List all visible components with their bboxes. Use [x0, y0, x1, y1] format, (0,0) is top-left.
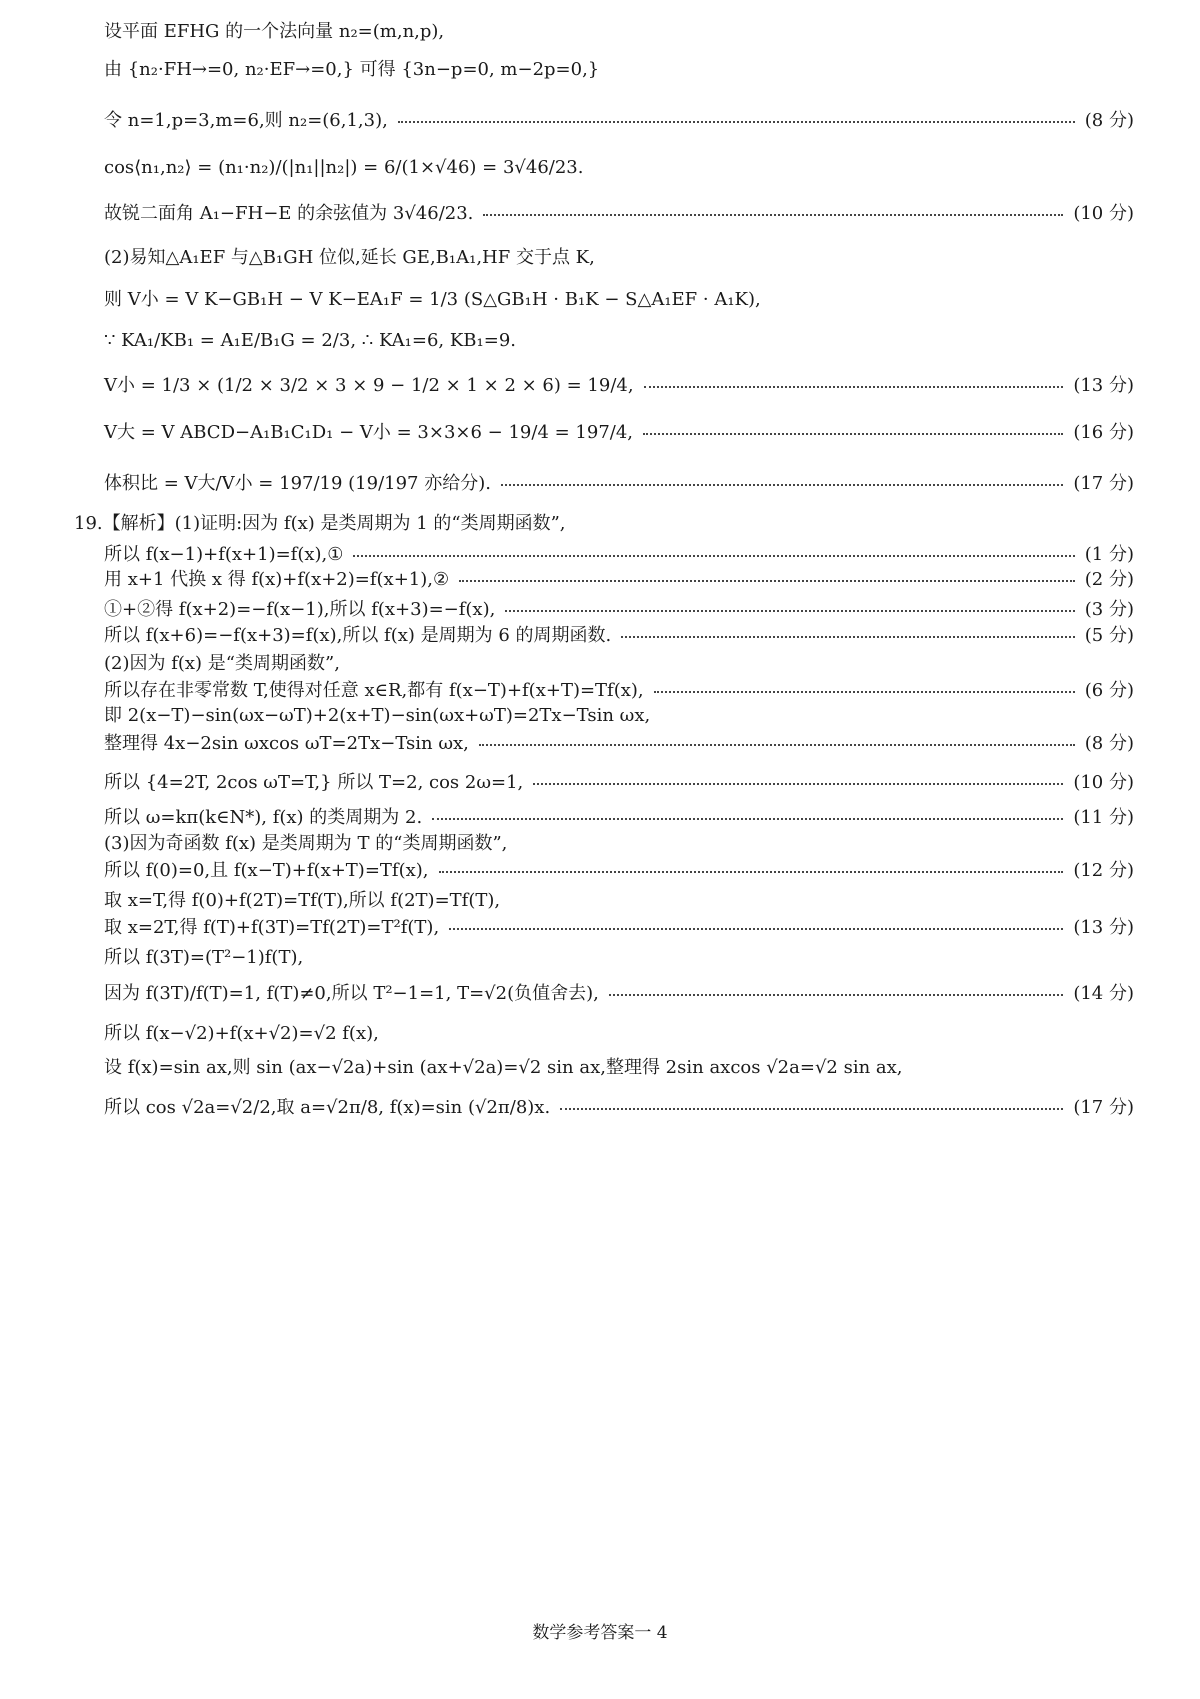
leader-dots: [483, 214, 1063, 216]
answer-line: [0, 940, 1200, 976]
score-mark: (8 分): [1084, 110, 1134, 131]
line-text: 所以 cos √2a=√2/2,取 a=√2π/8, f(x)=sin (√2π/8)x.: [104, 1097, 551, 1118]
line-text: 体积比 = V大/V小 = 197/19 (19/197 亦给分).: [104, 473, 491, 494]
leader-dots: [643, 433, 1063, 435]
line-text: 所以 ω=kπ(k∈N*), f(x) 的类周期为 2.: [104, 807, 423, 828]
leader-dots: [479, 744, 1075, 746]
score-mark: (10 分): [1073, 772, 1134, 793]
score-mark: (13 分): [1073, 375, 1134, 396]
leader-dots: [432, 818, 1063, 820]
leader-dots: [621, 636, 1075, 638]
line-text: 因为 f(3T)/f(T)=1, f(T)≠0,所以 T²−1=1, T=√2(负值舍去),: [104, 983, 599, 1004]
line-text: 设 f(x)=sin ax,则 sin (ax−√2a)+sin (ax+√2a)=√2 sin ax,整理得 2sin axcos √2a=√2 sin ax,: [104, 1057, 903, 1078]
answer-line: [0, 1016, 1200, 1052]
answer-line: [0, 14, 1200, 50]
page-footer: 数学参考答案一 4: [532, 1623, 668, 1643]
leader-dots: [398, 121, 1075, 123]
answer-line: [0, 282, 1200, 318]
line-text: 取 x=T,得 f(0)+f(2T)=Tf(T),所以 f(2T)=Tf(T),: [104, 890, 501, 911]
leader-dots: [439, 871, 1063, 873]
score-mark: (16 分): [1073, 422, 1134, 443]
score-mark: (17 分): [1073, 1097, 1134, 1118]
line-text: 所以 f(3T)=(T²−1)f(T),: [104, 947, 304, 968]
score-mark: (1 分): [1084, 544, 1134, 565]
score-mark: (17 分): [1073, 473, 1134, 494]
answer-line: [0, 726, 1200, 762]
line-text: (3)因为奇函数 f(x) 是类周期为 T 的“类周期函数”,: [104, 833, 508, 854]
leader-dots: [449, 928, 1063, 930]
line-text: 故锐二面角 A₁−FH−E 的余弦值为 3√46/23.: [104, 203, 474, 224]
line-text: (2)因为 f(x) 是“类周期函数”,: [104, 653, 340, 674]
score-mark: (2 分): [1084, 569, 1134, 590]
leader-dots: [644, 386, 1063, 388]
line-text: 令 n=1,p=3,m=6,则 n₂=(6,1,3),: [104, 110, 388, 131]
line-text: ∵ KA₁/KB₁ = A₁E/B₁G = 2/3, ∴ KA₁=6, KB₁=9.: [104, 330, 516, 351]
line-text: 所以存在非零常数 T,使得对任意 x∈R,都有 f(x−T)+f(x+T)=Tf(x),: [104, 680, 644, 701]
score-mark: (11 分): [1073, 807, 1134, 828]
line-text: 取 x=2T,得 f(T)+f(3T)=Tf(2T)=T²f(T),: [104, 917, 440, 938]
leader-dots: [505, 610, 1075, 612]
answer-line: [0, 368, 1200, 404]
line-text: V小 = 1/3 × (1/2 × 3/2 × 3 × 9 − 1/2 × 1 × 2 × 6) = 19/4,: [104, 375, 634, 396]
line-text: (2)易知△A₁EF 与△B₁GH 位似,延长 GE,B₁A₁,HF 交于点 K,: [104, 247, 595, 268]
line-text: cos⟨n₁,n₂⟩ = (n₁·n₂)/(|n₁||n₂|) = 6/(1×√46) = 3√46/23.: [104, 157, 584, 178]
line-text: 所以 {4=2T, 2cos ωT=T,} 所以 T=2, cos 2ω=1,: [104, 772, 524, 793]
line-text: 所以 f(x+6)=−f(x+3)=f(x),所以 f(x) 是周期为 6 的周期函数.: [104, 625, 612, 646]
answer-line: [0, 1090, 1200, 1126]
line-text: 整理得 4x−2sin ωxcos ωT=2Tx−Tsin ωx,: [104, 733, 469, 754]
line-text: V大 = V ABCD−A₁B₁C₁D₁ − V小 = 3×3×6 − 19/4 = 197/4,: [104, 422, 634, 443]
answer-line: [0, 52, 1200, 88]
score-mark: (13 分): [1073, 917, 1134, 938]
answer-line: [0, 103, 1200, 139]
score-mark: (3 分): [1084, 599, 1134, 620]
answer-line: [0, 196, 1200, 232]
score-mark: (8 分): [1084, 733, 1134, 754]
leader-dots: [654, 691, 1075, 693]
score-mark: (10 分): [1073, 203, 1134, 224]
line-text: ①+②得 f(x+2)=−f(x−1),所以 f(x+3)=−f(x),: [104, 599, 496, 620]
line-text: 所以 f(x−√2)+f(x+√2)=√2 f(x),: [104, 1023, 379, 1044]
leader-dots: [501, 484, 1063, 486]
leader-dots: [353, 555, 1075, 557]
answer-line: [0, 466, 1200, 502]
line-text: 用 x+1 代换 x 得 f(x)+f(x+2)=f(x+1),②: [104, 569, 450, 590]
answer-line: [0, 323, 1200, 359]
score-mark: (5 分): [1084, 625, 1134, 646]
leader-dots: [459, 580, 1075, 582]
answer-line: [0, 240, 1200, 276]
line-text: 即 2(x−T)−sin(ωx−ωT)+2(x+T)−sin(ωx+ωT)=2Tx−Tsin ωx,: [104, 705, 651, 726]
line-text: 所以 f(0)=0,且 f(x−T)+f(x+T)=Tf(x),: [104, 860, 429, 881]
answer-line: [0, 1050, 1200, 1086]
score-mark: (12 分): [1073, 860, 1134, 881]
leader-dots: [560, 1108, 1063, 1110]
answer-line: [0, 765, 1200, 801]
score-mark: (14 分): [1073, 983, 1134, 1004]
answer-line: [0, 976, 1200, 1012]
answer-line: [0, 150, 1200, 186]
line-text: 所以 f(x−1)+f(x+1)=f(x),①: [104, 544, 344, 565]
answer-line: [0, 415, 1200, 451]
leader-dots: [609, 994, 1063, 996]
line-text: 由 {n₂·FH→=0, n₂·EF→=0,} 可得 {3n−p=0, m−2p=0,}: [104, 59, 600, 80]
line-text: 19.【解析】(1)证明:因为 f(x) 是类周期为 1 的“类周期函数”,: [74, 513, 566, 534]
line-text: 则 V小 = V K−GB₁H − V K−EA₁F = 1/3 (S△GB₁H · B₁K − S△A₁EF · A₁K),: [104, 289, 761, 310]
leader-dots: [533, 783, 1063, 785]
score-mark: (6 分): [1084, 680, 1134, 701]
line-text: 设平面 EFHG 的一个法向量 n₂=(m,n,p),: [104, 21, 445, 42]
